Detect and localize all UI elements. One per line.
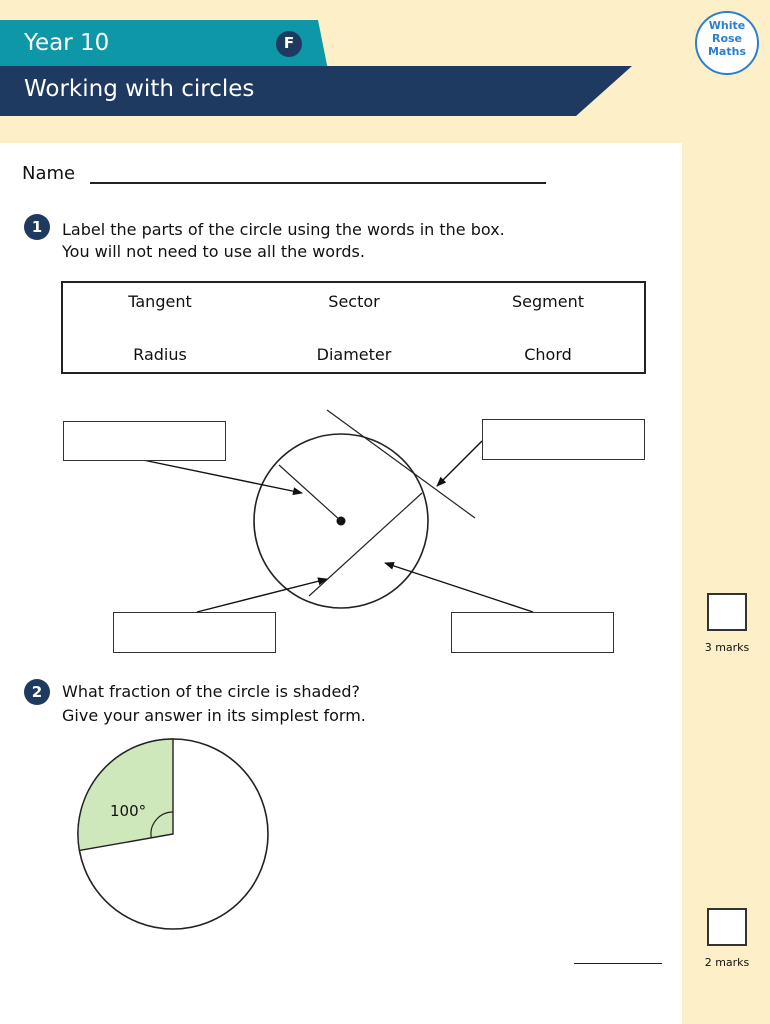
word-sector: Sector: [328, 292, 380, 311]
mark-box-q1[interactable]: [707, 593, 747, 631]
word-chord: Chord: [524, 345, 572, 364]
question-2-number: 2: [24, 679, 50, 705]
name-label: Name: [22, 163, 76, 184]
question-1-number: 1: [24, 214, 50, 240]
question-1-line-2: You will not need to use all the words.: [62, 242, 365, 261]
logo-word-1: White: [708, 19, 746, 32]
answer-line-q2[interactable]: [574, 963, 662, 964]
marks-q1: 3 marks: [704, 641, 750, 654]
angle-label: 100°: [110, 802, 147, 820]
tier-badge: F: [283, 34, 295, 52]
logo: [696, 19, 758, 58]
question-2-line-2: Give your answer in its simplest form.: [62, 706, 366, 725]
logo-word-2: Rose: [711, 32, 743, 45]
word-radius: Radius: [133, 345, 187, 364]
logo-word-3: Maths: [707, 45, 746, 58]
shaded-sector: [78, 739, 173, 851]
question-2-line-1: What fraction of the circle is shaded?: [62, 682, 360, 701]
word-segment: Segment: [512, 292, 584, 311]
year-label: Year 10: [24, 30, 110, 56]
word-diameter: Diameter: [316, 345, 392, 364]
word-tangent: Tangent: [128, 292, 192, 311]
question-1-line-1: Label the parts of the circle using the words in the box.: [62, 220, 505, 239]
page-title: Working with circles: [24, 76, 255, 102]
mark-box-q2[interactable]: [707, 908, 747, 946]
marks-q2: 2 marks: [704, 956, 750, 969]
